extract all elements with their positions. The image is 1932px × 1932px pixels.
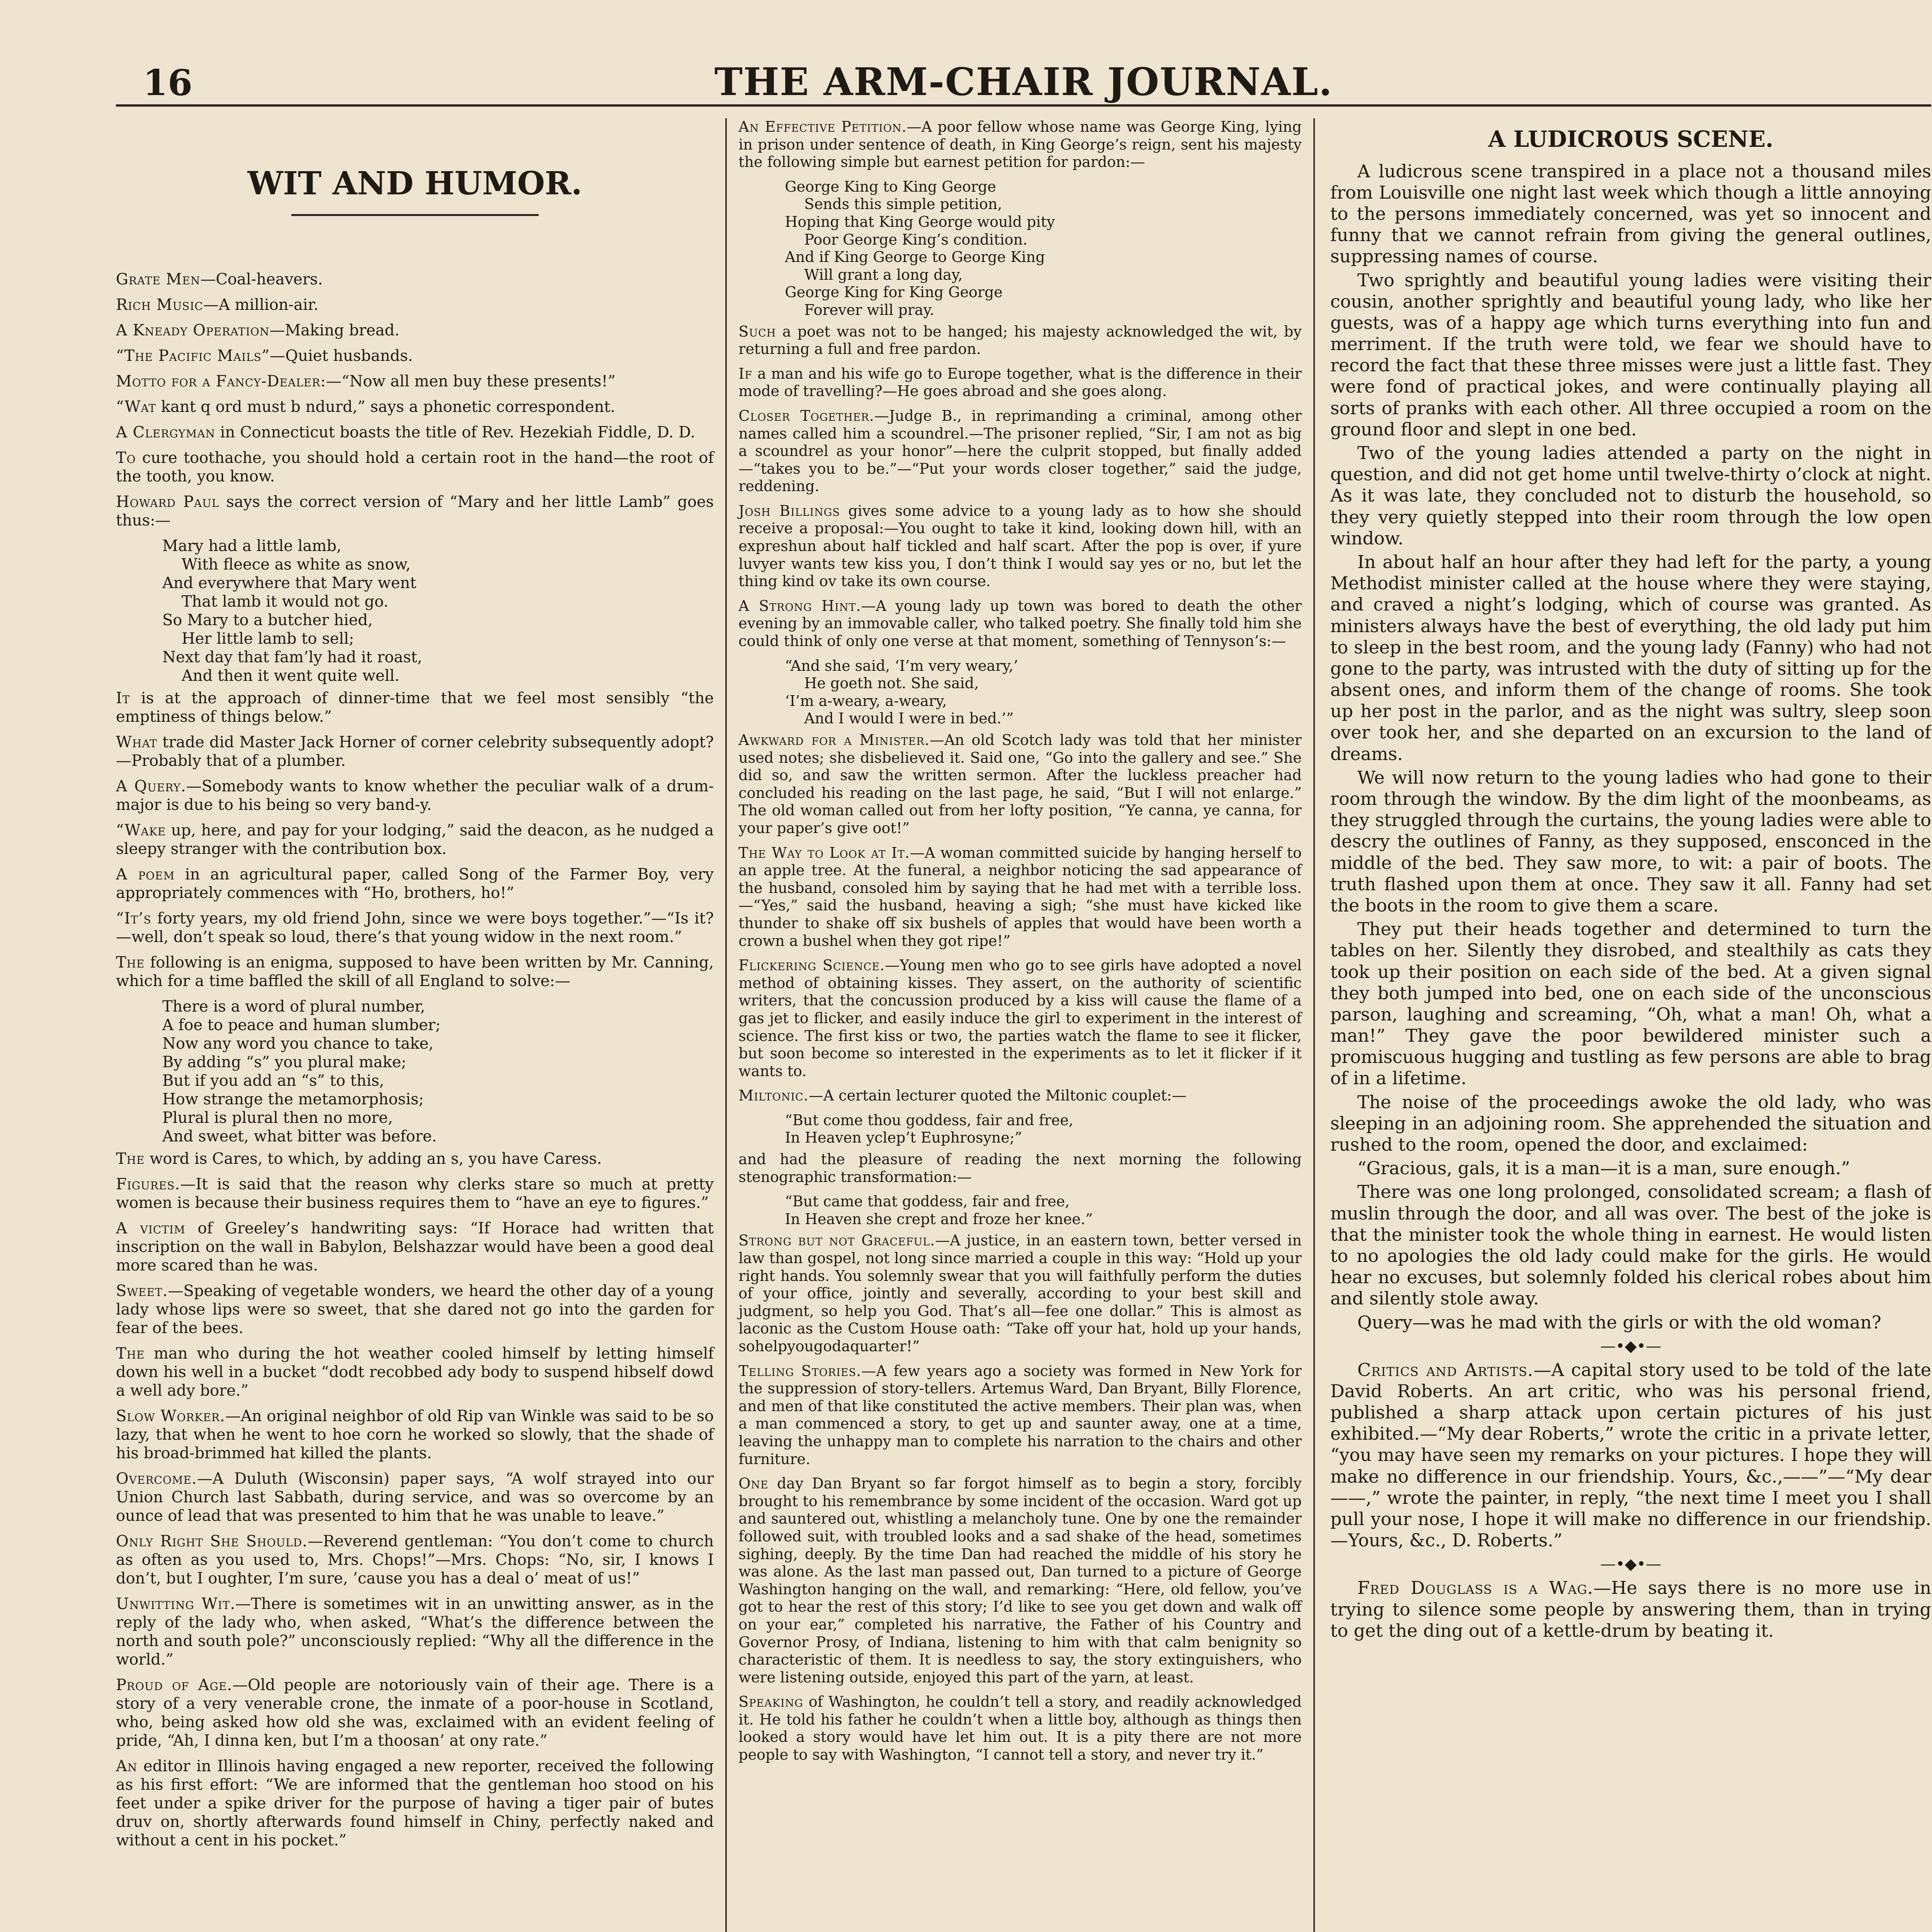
article-text: —He says there is no more use in trying to silence some people by answering them, than in trying to get the ding out of a kettle-drum by beating it. xyxy=(1330,1577,1931,1641)
verse-line: Forever will pray. xyxy=(804,301,935,318)
verse-enigma xyxy=(162,997,714,1146)
article-text: —Quiet husbands. xyxy=(270,347,413,365)
paragraph: They put their heads together and determined to turn the tables on her. Silently they disrobed, and stealthily as cats they took up their position on each side of the bed. At a given signal they both jumped into bed, one on each side of the unconscious parson, laughing and screaming, “Oh, what a man! Oh, what a man!” They gave the poor bewildered minister such a promiscuous hugging and tustling as few persons are able to brag of in a lifetime. xyxy=(1330,918,1931,1089)
verse-line: Plural is plural then no more, xyxy=(162,1109,393,1127)
article-lead: A Clergyman xyxy=(116,423,216,442)
verse-line: Will grant a long day, xyxy=(804,266,963,283)
verse-line: And then it went quite well. xyxy=(182,667,400,685)
article-text: —A certain lecturer quoted the Miltonic couplet:— xyxy=(808,1087,1187,1104)
article-text: —It is said that the reason why clerks stare so much at pretty women is because their business requires them to “have an eye to figures.” xyxy=(116,1175,714,1212)
verse-line: There is a word of plural number, xyxy=(162,998,425,1016)
article-lead: A poem xyxy=(116,866,175,884)
verse-line: Hoping that King George would pity xyxy=(785,213,1055,230)
article-item xyxy=(116,733,714,770)
article-text: —A young lady up town was bored to death the other evening by an immovable caller, who talked poetry. She finally told him she could think of only one verse at that moment, something of Tennyson’s:— xyxy=(738,597,1302,650)
verse-line: So Mary to a butcher hied, xyxy=(162,611,373,629)
col2-items-3 xyxy=(738,1232,1301,1764)
article-text: following is an enigma, supposed to have been written by Mr. Canning, which for a time baffled the skill of all England to solve:— xyxy=(116,954,714,990)
article-item xyxy=(116,1282,714,1337)
journal-title: THE ARM-CHAIR JOURNAL. xyxy=(714,60,1333,104)
article-text: —Young men who go to see girls have adopted a novel method of obtaining kisses. They assert, on the authority of scientific writers, that the concussion produced by a kiss will cause the flame of a gas jet to flicker, and easily induce the girl to experiment in the interest of science. The first kiss or two, the parties watch the flame to see it flicker, but soon become so interested in the experiments as to let it flicker if it wants to. xyxy=(738,957,1302,1080)
verse-line: And if King George to George King xyxy=(785,248,1045,266)
article-text: —A Duluth (Wisconsin) paper says, “A wolf strayed into our Union Church last Sabbath, during service, and was so overcome by an ounce of lead that was presented to him that he was unable to leave.” xyxy=(116,1470,714,1525)
verse-line: That lamb it would not go. xyxy=(182,593,389,611)
verse-petition xyxy=(785,178,1301,319)
article-item xyxy=(738,407,1301,495)
article-text: of Washington, he couldn’t tell a story, and readily acknowledged it. He told his father he couldn’t when a little boy, although as things then looked a story would have let him out. It is a pity there are not more people to say with Washington, “I cannot tell a story, and never try it.” xyxy=(738,1693,1302,1764)
ludicrous-scene-title: A LUDICROUS SCENE. xyxy=(1488,126,1774,152)
article-lead: Closer Together. xyxy=(738,407,874,424)
article-lead: If xyxy=(738,365,753,382)
verse-line: “And she said, ‘I’m very weary,’ xyxy=(785,657,1018,674)
article-douglass xyxy=(1330,1577,1931,1641)
article-lead: A Strong Hint. xyxy=(738,597,861,614)
verse-line: George King to King George xyxy=(785,178,996,195)
paragraph: “Gracious, gals, it is a man—it is a man, sure enough.” xyxy=(1357,1158,1850,1179)
article-item xyxy=(116,449,714,486)
verse-line: And everywhere that Mary went xyxy=(162,574,417,592)
paragraph: Two of the young ladies attended a party on the night in question, and did not get home until twelve-thirty o’clock at night. As it was late, they concluded not to disturb the household, so they very quietly stepped into their room through the low open window. xyxy=(1330,442,1931,549)
verse-line: A foe to peace and human slumber; xyxy=(162,1016,441,1034)
article-lead: Figures. xyxy=(116,1175,180,1194)
article-item xyxy=(116,493,714,530)
article-lead: Grate Men xyxy=(116,270,201,289)
article-text: in an agricultural paper, called Song of the Farmer Boy, very appropriately commences with “Ho, brothers, ho!” xyxy=(116,866,714,902)
article-item xyxy=(738,365,1301,400)
verse-line: George King for King George xyxy=(785,284,1003,301)
article-text: cure toothache, you should hold a certain root in the hand—the root of the tooth, you know. xyxy=(116,449,714,486)
article-text: —Speaking of vegetable wonders, we heard the other day of a young lady whose lips were so sweet, that she dared not go into the garden for fear of the bees. xyxy=(116,1282,714,1337)
verse-line: ‘I’m a-weary, a-weary, xyxy=(785,692,947,709)
article-item xyxy=(738,323,1301,358)
article-lead: “Wake xyxy=(116,821,166,840)
article-lead: Flickering Science. xyxy=(738,957,885,974)
article-text: trade did Master Jack Horner of corner celebrity subsequently adopt?—Probably that of a plumber. xyxy=(116,733,714,770)
verse-line: With fleece as white as snow, xyxy=(182,556,411,574)
article-item xyxy=(116,296,714,314)
article-lead: Speaking xyxy=(738,1693,803,1711)
article-lead: It xyxy=(116,689,130,707)
article-lead: Josh Billings xyxy=(738,502,840,519)
article-text: gives some advice to a young lady as to how she should receive a proposal:—You ought to take it kind, looking down hill, with an expreshun about half tickled and half scart. After the pop is over, if yure luvyer wants tew kiss you, I don’t think I would say yes or no, but let the thing kind ov take its own course. xyxy=(738,502,1302,590)
verse-line: Now any word you chance to take, xyxy=(162,1035,434,1053)
article-lead: Critics and Artists. xyxy=(1357,1359,1534,1380)
article-item xyxy=(116,1595,714,1669)
article-lead: What xyxy=(116,733,157,752)
page-number: 16 xyxy=(143,62,193,104)
verse-line: “But come thou goddess, fair and free, xyxy=(785,1111,1073,1129)
article-lead: Awkward for a Minister. xyxy=(738,731,930,748)
article-text: —Reverend gentleman: “You don’t come to church as often as you used to, Mrs. Chops!”—Mrs. Chops: “No, sir, I knows I don’t, but I oughter, I’m sure, ’cause you has a deal o’ meat of us!” xyxy=(116,1532,714,1588)
article-item xyxy=(116,398,714,416)
article-item xyxy=(738,502,1301,590)
article-text: man who during the hot weather cooled himself by letting himself down his well in a bucket “dodt recobbed ady body to suspend hibself dowd a well ady bore.” xyxy=(116,1345,714,1400)
ludicrous-scene-body xyxy=(1330,161,1931,1333)
verse-line: Mary had a little lamb, xyxy=(162,537,342,555)
article-text: day Dan Bryant so far forgot himself as to begin a story, forcibly brought to his remembrance by some incident of the occasion. Ward got up and sauntered out, whistling a melancholy tune. One by one the remainder followed suit, with troubled looks and a sad shake of the head, sometimes sighing, deeply. By the time Dan had reached the middle of his story he was alone. As the last man passed out, Dan turned to a picture of George Washington hanging on the wall, and remarking: “Here, old fellow, you’ve got to hear the rest of this story; I’d like to see you get down and walk off on your ear,” completed his narrative, the Father of his Country and Governor Prosy, of Indiana, listening to him with that calm benignity so characteristic of them. It is needless to say, the story extinguishers, who were listening outside, enjoyed this part of the yarn, at least. xyxy=(738,1475,1302,1686)
article-text: —A million-air. xyxy=(203,296,319,314)
article-item xyxy=(116,689,714,726)
article-text: says the correct version of “Mary and her little Lamb” goes thus:— xyxy=(116,493,714,530)
article-text: —Somebody wants to know whether the peculiar walk of a drum-major is due to his being so very band-y. xyxy=(116,777,714,814)
article-lead: A Kneady Operation xyxy=(116,321,270,340)
article-item xyxy=(738,1475,1301,1686)
verse-milton-2 xyxy=(785,1193,1301,1228)
article-item xyxy=(116,1407,714,1463)
verse-line: But if you add an “s” to this, xyxy=(162,1072,384,1090)
col1-items xyxy=(116,270,714,530)
column-2 xyxy=(727,118,1313,1932)
article-text: a poet was not to be hanged; his majesty acknowledged the wit, by returning a full and free pardon. xyxy=(738,323,1302,358)
paragraph: We will now return to the young ladies who had gone to their room through the window. By the dim light of the moonbeams, as they struggled through the curtains, the young ladies were able to descry the outlines of Fanny, as they supposed, ensconced in the middle of the bed. They saw more, to wit: a pair of boots. The truth flashed upon them at once. They saw it all. Fanny had set the boots in the room to give them a scare. xyxy=(1330,767,1931,916)
article-text: is at the approach of dinner-time that we feel most sensibly “the emptiness of things below.” xyxy=(116,689,714,726)
article-text: —A capital story used to be told of the late David Roberts. An art critic, who was his personal friend, published a sharp attack upon certain pictures of his just exhibited.—“My dear Roberts,” wrote the critic in a private letter, “you may have seen my remarks on your pictures. I hope they will make no difference in our friendship. Yours, &c.,——”—“My dear——,” wrote the painter, in reply, “the next time I meet you I shall pull your nose, I hope it will make no difference in our friendship.—Yours, &c., D. Roberts.” xyxy=(1330,1359,1931,1551)
title-rule xyxy=(291,214,539,216)
article-item xyxy=(116,270,714,289)
article-lead: “Wat xyxy=(116,398,156,416)
column-3 xyxy=(1315,118,1931,1932)
article-lead: Fred Douglass is a Wag. xyxy=(1357,1577,1594,1599)
verse-line: And sweet, what bitter was before. xyxy=(162,1128,437,1146)
article-lead: One xyxy=(738,1475,769,1492)
verse-line: In Heaven yclep’t Euphrosyne;” xyxy=(785,1129,1022,1146)
article-item xyxy=(116,821,714,858)
verse-line: In Heaven she crept and froze her knee.” xyxy=(785,1210,1093,1228)
article-lead: “It’s xyxy=(116,910,151,928)
paragraph: There was one long prolonged, consolidated scream; a flash of muslin through the door, and all was over. The best of the joke is that the minister took the whole thing in earnest. He would listen to no apologies the old lady could make for the girls. He would hear no excuses, but solemnly folded his clerical robes about him and silently stole away. xyxy=(1330,1181,1931,1309)
verse-tennyson xyxy=(785,657,1301,728)
article-lead: The xyxy=(116,954,145,972)
paragraph: In about half an hour after they had left for the party, a young Methodist minister called at the house where they were staying, and craved a night’s lodging, which of course was granted. As ministers always have the best of everything, the old lady put him to sleep in the best room, and the young lady (Fanny) who had not gone to the party, was intrusted with the duty of sitting up for the absent ones, and inform them of the change of rooms. She took up her post in the parlor, and as the night was sultry, sleep soon over took her, and she departed on an excursion to the land of dreams. xyxy=(1330,551,1931,764)
article-critics xyxy=(1330,1359,1931,1551)
article-item xyxy=(116,777,714,814)
article-lead: Miltonic. xyxy=(738,1087,809,1104)
ornament-divider: —•◆•— xyxy=(1600,1337,1662,1355)
article-item xyxy=(116,1469,714,1525)
article-text: forty years, my old friend John, since we were boys together.”—“Is it?—well, don’t speak so loud, there’s that young widow in the next room.” xyxy=(116,910,714,946)
article-item xyxy=(738,1087,1301,1105)
article-lead: Rich Music xyxy=(116,296,203,314)
article-text: —Making bread. xyxy=(269,321,400,340)
paragraph: Two sprightly and beautiful young ladies were visiting their cousin, another sprightly and beautiful young lady, who like her guests, was of a happy age which turns everything into fun and merriment. If the truth were told, we fear we should have to record the fact that these three misses were just a little fast. They were fond of practical jokes, and were continually playing all sorts of pranks with each other. All three occupied a room on the ground floor and slept in one bed. xyxy=(1330,269,1931,440)
page-header xyxy=(116,58,1931,107)
col1-items-3 xyxy=(116,1150,714,1850)
wit-humor-title: WIT AND HUMOR. xyxy=(247,165,582,202)
article-item xyxy=(116,953,714,990)
article-lead: “The Pacific Mails” xyxy=(116,347,270,365)
article-lead: The xyxy=(116,1345,145,1363)
article-item xyxy=(116,1150,714,1168)
verse-line: Her little lamb to sell; xyxy=(182,630,354,648)
verse-line: Poor George King’s condition. xyxy=(804,231,1028,248)
article-text: editor in Illinois having engaged a new reporter, received the following as his first effort: “We are informed that the gentleman hoo stood on his feet under a spike driver for the purpose of having a tiger pair of butes druv on, shortly afterwards found himself in Chiny, perfectly naked and without a cent in his pocket.” xyxy=(116,1757,714,1850)
article-item xyxy=(116,1219,714,1275)
column-1 xyxy=(116,118,725,1932)
article-lead: Proud of Age. xyxy=(116,1676,233,1694)
col1-items-2 xyxy=(116,689,714,990)
article-text: in Connecticut boasts the title of Rev. Hezekiah Fiddle, D. D. xyxy=(215,423,696,442)
article-lead: An Effective Petition. xyxy=(738,118,907,135)
article-lead: Such xyxy=(738,323,776,340)
verse-line: “But came that goddess, fair and free, xyxy=(785,1193,1070,1210)
article-lead: Strong but not Graceful. xyxy=(738,1232,935,1249)
article-item xyxy=(116,1676,714,1750)
article-item xyxy=(738,1693,1301,1764)
article-lead: The xyxy=(116,1150,145,1168)
article-lead: Telling Stories. xyxy=(738,1362,862,1379)
article-text: —A poor fellow whose name was George King, lying in prison under sentence of death, in King George’s reign, sent his majesty the following simple but earnest petition for pardon:— xyxy=(738,118,1302,171)
article-text: —A justice, in an eastern town, better versed in law than gospel, not long since married a couple in this way: “Hold up your right hands. You solemnly swear that you will faithfully perform the duties of your office, jointly and severally, according to your best skill and judgment, so help you God. That’s all—fee one dollar.” This is almost as laconic as the Custom House oath: “Take off your hat, hold up your hands, sohelpyougodaquarter!” xyxy=(738,1232,1302,1355)
verse-line: How strange the metamorphosis; xyxy=(162,1090,424,1109)
article-text: —“Now all men buy these presents!” xyxy=(326,372,616,391)
paragraph: Query—was he mad with the girls or with the old woman? xyxy=(1357,1311,1881,1333)
article-lead: Motto for a Fancy-Dealer: xyxy=(116,372,326,391)
verse-milton-1 xyxy=(785,1112,1301,1147)
article-item xyxy=(738,1232,1301,1355)
article-item xyxy=(116,321,714,340)
article-lead: Only Right She Should. xyxy=(116,1532,308,1551)
article-text: of Greeley’s handwriting says: “If Horace had written that inscription on the wall in Babylon, Belshazzar would have been a good deal more scared than he was. xyxy=(116,1219,714,1275)
col2-items-2 xyxy=(738,731,1301,1105)
article-lead: Unwitting Wit. xyxy=(116,1595,236,1613)
article-lead: The Way to Look at It. xyxy=(738,844,910,861)
article-item xyxy=(738,844,1301,950)
article-item xyxy=(738,1362,1301,1468)
article-text: a man and his wife go to Europe together, what is the difference in their mode of travelling?—He goes abroad and she goes along. xyxy=(738,365,1302,400)
article-text: —A woman committed suicide by hanging herself to an apple tree. At the funeral, a neighbor noticing the sad appearance of the husband, consoled him by saying that he had met with a terrible loss.—“Yes,” said the husband, heaving a sigh; “she must have kicked like thunder to shake off six bushels of apples that would have been worth a crown a bushel when they got ripe!” xyxy=(738,844,1302,949)
article-text: —An original neighbor of old Rip van Winkle was said to be so lazy, that when he went to hoe corn he worked so slowly, that the shade of his broad-brimmed hat killed the plants. xyxy=(116,1407,714,1463)
verse-line: He goeth not. She said, xyxy=(804,675,979,692)
article-lead: A victim xyxy=(116,1219,185,1238)
article-lead: Slow Worker. xyxy=(116,1407,225,1425)
article-item xyxy=(116,1175,714,1212)
article-lead: An xyxy=(116,1757,138,1776)
verse-line: By adding “s” you plural make; xyxy=(162,1053,406,1071)
verse-mary-lamb xyxy=(162,537,714,685)
article-text: up, here, and pay for your lodging,” said the deacon, as he nudged a sleepy stranger with the contribution box. xyxy=(116,821,714,858)
article-lead: Sweet. xyxy=(116,1282,168,1300)
article-lead: Howard Paul xyxy=(116,493,219,511)
article-text: —Old people are notoriously vain of their age. There is a story of a very venerable crone, the inmate of a poor-house in Scotland, who, being asked how old she was, exclaimed with an evident feeling of pride, “Ah, I dinna ken, but I’m a thoosan’ at ony rate.” xyxy=(116,1676,714,1750)
article-text: kant q ord must b ndurd,” says a phonetic correspondent. xyxy=(156,398,616,416)
article-item xyxy=(738,597,1301,650)
article-item xyxy=(116,372,714,391)
verse-line: Next day that fam’ly had it roast, xyxy=(162,648,422,667)
paragraph: A ludicrous scene transpired in a place not a thousand miles from Louisville one night last week which though a little annoying to the persons immediately concerned, was yet so innocent and funny that we cannot refrain from giving the general outlines, suppressing names of course. xyxy=(1330,160,1931,267)
ornament-divider: —•◆•— xyxy=(1600,1555,1662,1573)
article-text: —Coal-heavers. xyxy=(200,270,323,289)
article-text: —A few years ago a society was formed in New York for the suppression of story-tellers. Artemus Ward, Dan Bryant, Billy Florence, and men of that like constituted the active members. Their plan was, when a man commenced a story, to get up and saunter away, one at a time, leaving the unhappy man to complete his narration to the chairs and other furniture. xyxy=(738,1362,1302,1468)
article-lead: Overcome. xyxy=(116,1470,197,1488)
article-item xyxy=(116,1532,714,1588)
article-item xyxy=(738,957,1301,1080)
article-text: word is Cares, to which, by adding an s, you have Caress. xyxy=(145,1150,602,1168)
article-item xyxy=(116,1757,714,1850)
milton-mid-text: and had the pleasure of reading the next morning the following stenographic transformation:— xyxy=(738,1151,1302,1185)
article-lead: A Query. xyxy=(116,777,186,796)
article-petition xyxy=(738,118,1301,171)
article-text: —There is sometimes wit in an unwitting answer, as in the reply of the lady who, when asked, “What’s the difference between the north and south pole?” unconsciously replied: “Why all the difference in the world.” xyxy=(116,1595,714,1669)
article-item xyxy=(116,909,714,946)
article-item xyxy=(116,423,714,442)
article-item xyxy=(116,347,714,365)
article-item xyxy=(116,1344,714,1400)
article-text: —Judge B., in reprimanding a criminal, among other names called him a scoundrel.—The prisoner replied, “Sir, I am not as big a scoundrel as your honor”—here the culprit stopped, but finally added—“takes you to be.”—“Put your words closer together,” said the judge, reddening. xyxy=(738,407,1302,495)
columns xyxy=(116,118,1931,1932)
verse-line: And I would I were in bed.’” xyxy=(804,710,1014,727)
article-text: —An old Scotch lady was told that her minister used notes; she disbelieved it. Said one, “Go into the gallery and see.” She did so, and saw the written sermon. After the luckless preacher had concluded his reading on the last page, he said, “But I will not enlarge.” The old woman called out from her lofty position, “Ye canna, ye canna, for your paper’s give oot!” xyxy=(738,731,1302,837)
article-item xyxy=(116,865,714,902)
article-lead: To xyxy=(116,449,136,467)
paragraph: The noise of the proceedings awoke the old lady, who was sleeping in an adjoining room. She apprehended the situation and rushed to the room, opened the door, and exclaimed: xyxy=(1330,1091,1931,1155)
col2-items xyxy=(738,323,1301,650)
article-item xyxy=(738,731,1301,837)
verse-line: Sends this simple petition, xyxy=(804,196,1002,213)
